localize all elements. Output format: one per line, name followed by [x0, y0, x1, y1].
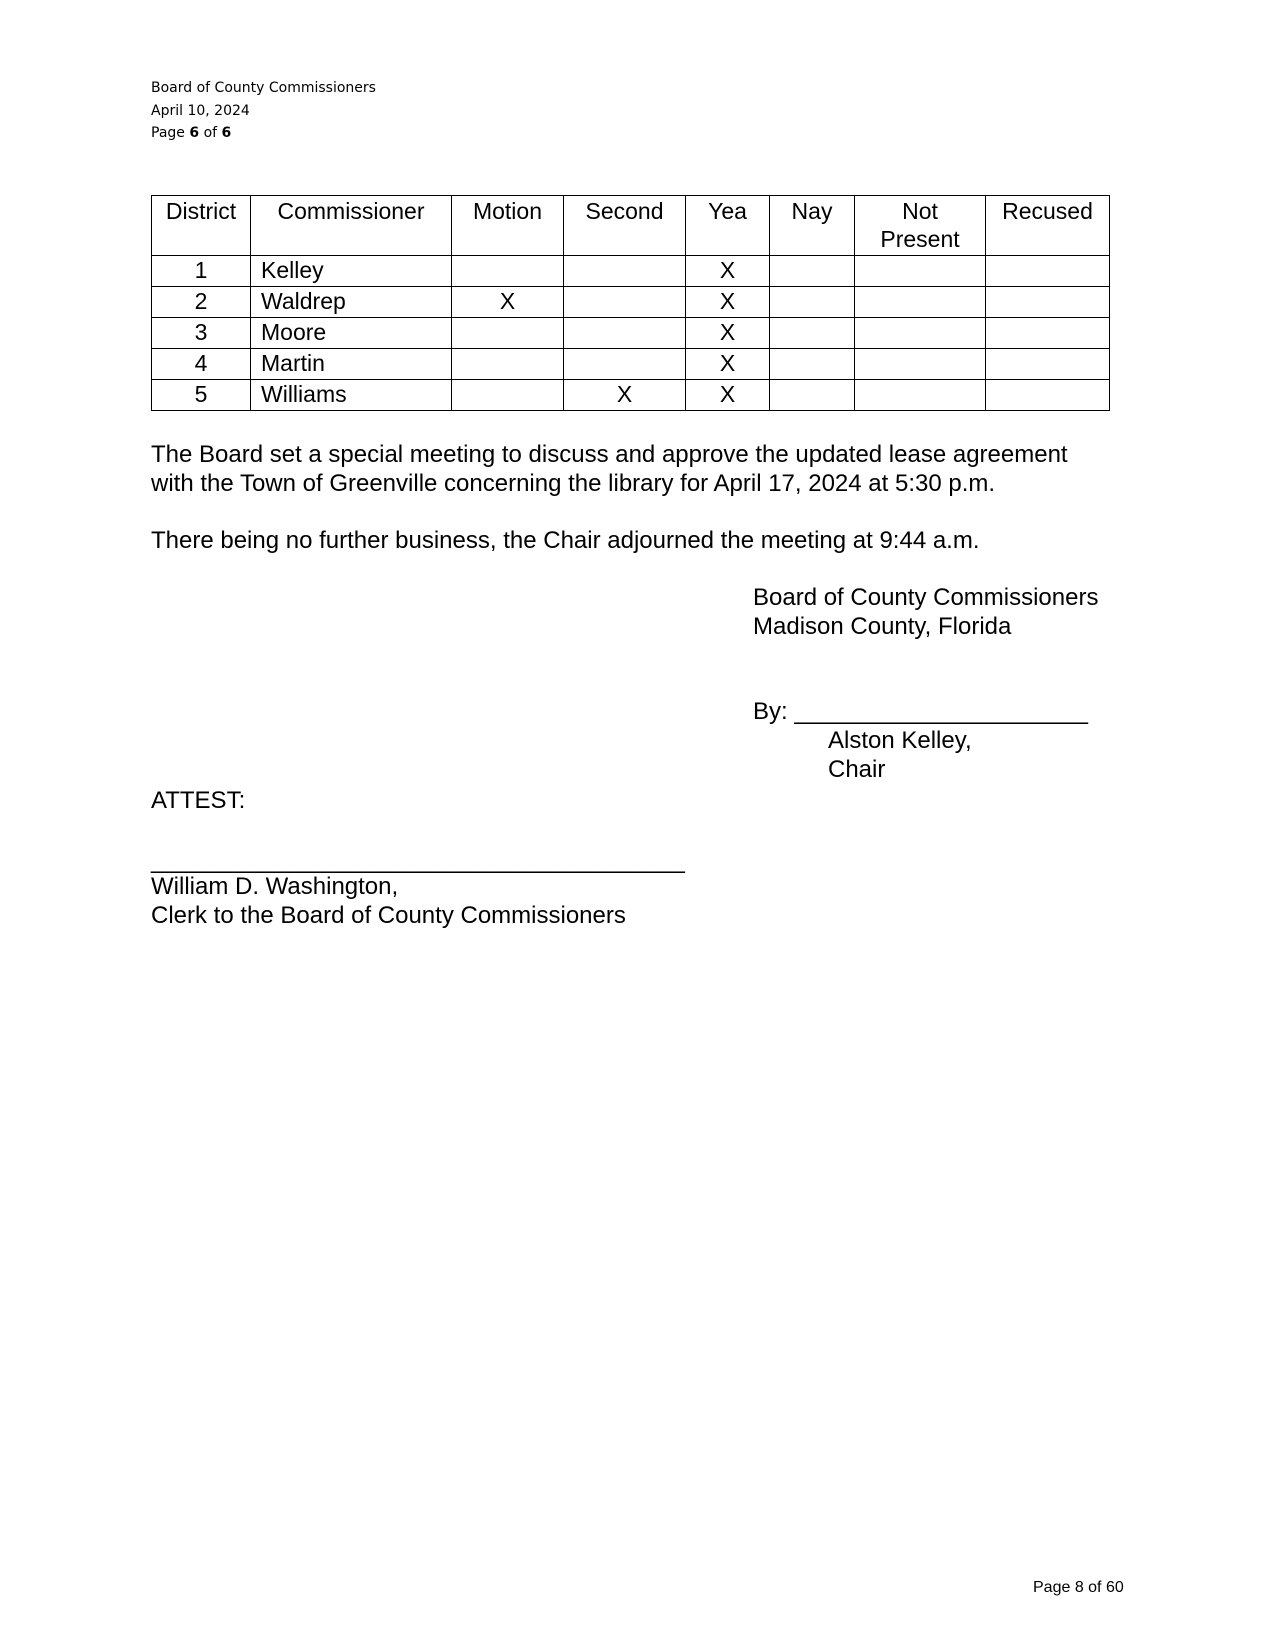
header-org: Board of County Commissioners	[151, 80, 376, 96]
page-header	[151, 77, 376, 145]
header-page-of: of	[203, 125, 218, 141]
page-footer: Page 8 of 60	[1033, 1579, 1124, 1596]
table-row	[152, 349, 1110, 380]
column-header-second: Second	[564, 196, 686, 256]
cell-nay	[770, 349, 855, 380]
cell-district: 3	[152, 318, 251, 349]
cell-not-present	[855, 318, 986, 349]
table-row	[152, 318, 1110, 349]
column-header-nay: Nay	[770, 196, 855, 256]
cell-yea: X	[686, 256, 770, 287]
cell-recused	[986, 380, 1110, 411]
special-meeting-line-2: with the Town of Greenville concerning the library for April 17, 2024 at 5:30 p.m.	[151, 470, 996, 497]
column-header-motion: Motion	[452, 196, 564, 256]
column-header-yea: Yea	[686, 196, 770, 256]
cell-district: 1	[152, 256, 251, 287]
cell-second	[564, 287, 686, 318]
table-row	[152, 256, 1110, 287]
cell-commissioner: Kelley	[251, 256, 452, 287]
cell-commissioner: Williams	[251, 380, 452, 411]
cell-not-present	[855, 380, 986, 411]
cell-second	[564, 349, 686, 380]
chair-signer	[828, 726, 972, 784]
board-org-line-2: Madison County, Florida	[753, 613, 1012, 640]
attest-label: ATTEST:	[151, 787, 246, 814]
clerk-name: William D. Washington,	[151, 873, 399, 900]
board-org-line-1: Board of County Commissioners	[753, 584, 1099, 611]
cell-district: 2	[152, 287, 251, 318]
column-header-district: District	[152, 196, 251, 256]
table-header-row	[152, 196, 1110, 256]
header-date: April 10, 2024	[151, 102, 250, 119]
column-header-not-present	[855, 196, 986, 256]
table-row	[152, 380, 1110, 411]
cell-not-present	[855, 349, 986, 380]
header-page-total: 6	[221, 125, 232, 141]
cell-yea: X	[686, 349, 770, 380]
cell-second	[564, 256, 686, 287]
board-signature-org	[753, 583, 1098, 641]
header-page-number	[151, 122, 376, 145]
cell-recused	[986, 287, 1110, 318]
cell-commissioner: Martin	[251, 349, 452, 380]
column-header-not-present-text: Not Present	[880, 198, 960, 252]
cell-recused	[986, 318, 1110, 349]
cell-district: 4	[152, 349, 251, 380]
column-header-recused: Recused	[986, 196, 1110, 256]
cell-district: 5	[152, 380, 251, 411]
adjournment-paragraph: There being no further business, the Chair adjourned the meeting at 9:44 a.m.	[151, 527, 980, 554]
cell-motion	[452, 349, 564, 380]
chair-name: Alston Kelley,	[828, 727, 972, 754]
cell-commissioner: Waldrep	[251, 287, 452, 318]
cell-not-present	[855, 287, 986, 318]
cell-nay	[770, 318, 855, 349]
special-meeting-line-1: The Board set a special meeting to discuss and approve the updated lease agreement	[151, 441, 1068, 468]
clerk-signature-line: ________________________________________	[151, 847, 685, 874]
cell-nay	[770, 380, 855, 411]
vote-table	[151, 195, 1110, 411]
header-page-current: 6	[189, 125, 200, 141]
column-header-commissioner: Commissioner	[251, 196, 452, 256]
cell-second	[564, 318, 686, 349]
cell-motion	[452, 380, 564, 411]
cell-recused	[986, 256, 1110, 287]
chair-title: Chair	[828, 756, 886, 783]
cell-commissioner: Moore	[251, 318, 452, 349]
cell-motion: X	[452, 287, 564, 318]
cell-yea: X	[686, 287, 770, 318]
cell-recused	[986, 349, 1110, 380]
cell-motion	[452, 256, 564, 287]
cell-yea: X	[686, 318, 770, 349]
clerk-title: Clerk to the Board of County Commissioners	[151, 902, 626, 929]
chair-signature-line: By: ______________________	[753, 698, 1088, 725]
cell-nay	[770, 287, 855, 318]
cell-nay	[770, 256, 855, 287]
cell-yea: X	[686, 380, 770, 411]
header-page-prefix: Page	[151, 125, 185, 141]
cell-motion	[452, 318, 564, 349]
table-row	[152, 287, 1110, 318]
clerk-signer	[151, 872, 626, 930]
cell-not-present	[855, 256, 986, 287]
special-meeting-paragraph	[151, 440, 1068, 498]
cell-second: X	[564, 380, 686, 411]
